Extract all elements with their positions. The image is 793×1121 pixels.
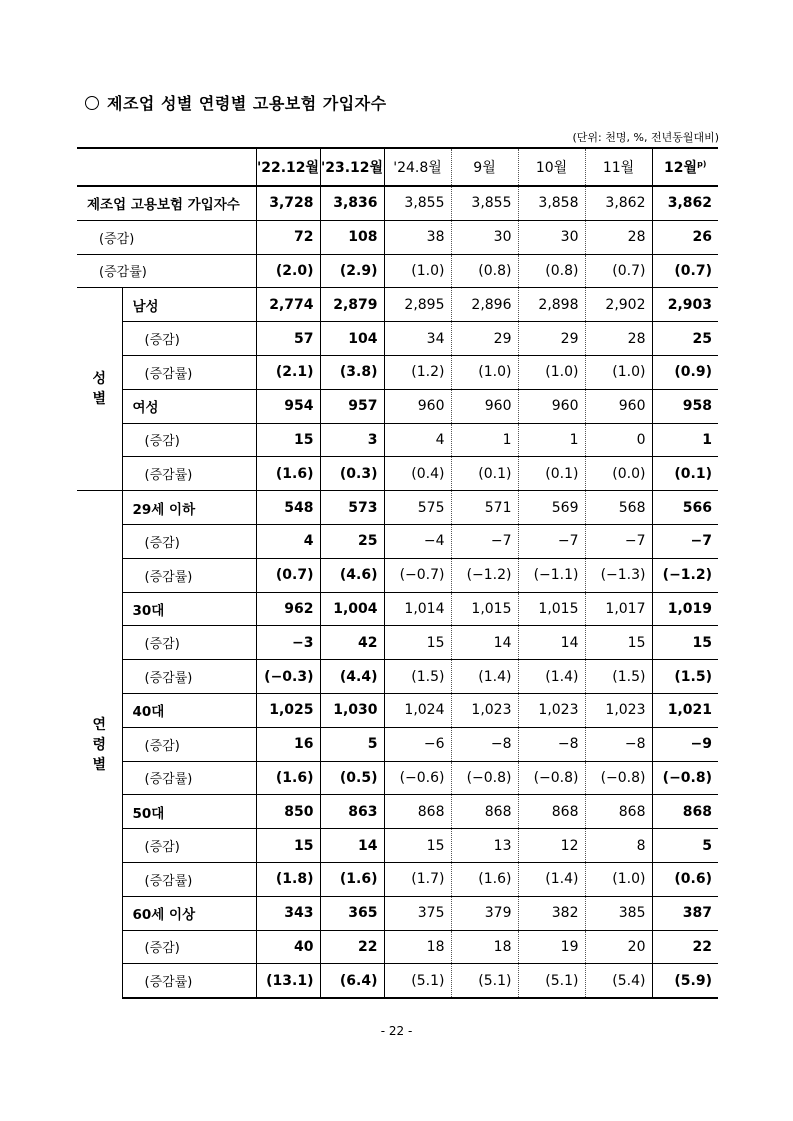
age-1-rate-cell: (1.5) — [585, 660, 652, 694]
sex-1-cell: 954 — [256, 389, 320, 423]
header-col-2: '24.8월 — [384, 148, 451, 186]
age-4-rate-cell: (13.1) — [256, 964, 320, 998]
age-3-change-cell: 14 — [320, 829, 384, 863]
age-3-rate-cell: (1.6) — [320, 862, 384, 896]
age-2-rate-cell: (−0.8) — [518, 761, 585, 795]
page-number: - 22 - — [380, 1024, 413, 1038]
age-2-rate-cell: (−0.8) — [652, 761, 718, 795]
sex-1-cell: 958 — [652, 389, 718, 423]
age-1-change-cell: 42 — [320, 626, 384, 660]
sex-0-label: 남성 — [122, 288, 256, 322]
age-2-cell: 1,023 — [451, 693, 518, 727]
age-4-cell: 385 — [585, 896, 652, 930]
sex-0-change-cell: 25 — [652, 322, 718, 356]
age-1-change-cell: 15 — [585, 626, 652, 660]
age-0-cell: 575 — [384, 491, 451, 525]
age-0-rate-cell: (4.6) — [320, 558, 384, 592]
age-4-change-cell: 18 — [451, 930, 518, 964]
age-4-rate-cell: (6.4) — [320, 964, 384, 998]
total-rate-label: (증감률) — [77, 254, 256, 288]
table-row — [77, 423, 718, 457]
age-2-change-cell: −8 — [585, 727, 652, 761]
age-3-cell: 868 — [384, 795, 451, 829]
sex-1-change-label: (증감) — [122, 423, 256, 457]
sex-0-cell: 2,903 — [652, 288, 718, 322]
table-row — [77, 930, 718, 964]
sex-0-rate-cell: (1.0) — [585, 355, 652, 389]
sex-1-cell: 960 — [451, 389, 518, 423]
total-cell: 3,862 — [585, 186, 652, 220]
age-4-change-cell: 18 — [384, 930, 451, 964]
age-4-cell: 375 — [384, 896, 451, 930]
age-2-rate-cell: (−0.6) — [384, 761, 451, 795]
total-rate-cell: (0.7) — [585, 254, 652, 288]
table-row — [77, 322, 718, 356]
age-2-rate-cell: (0.5) — [320, 761, 384, 795]
age-4-change-cell: 22 — [320, 930, 384, 964]
age-0-cell: 573 — [320, 491, 384, 525]
total-rate-cell: (2.0) — [256, 254, 320, 288]
age-4-change-cell: 40 — [256, 930, 320, 964]
age-0-cell: 569 — [518, 491, 585, 525]
page-title — [85, 91, 387, 114]
age-0-rate-cell: (0.7) — [256, 558, 320, 592]
age-1-rate-cell: (1.5) — [652, 660, 718, 694]
total-cell: 3,728 — [256, 186, 320, 220]
age-2-change-label: (증감) — [122, 727, 256, 761]
age-4-rate-cell: (5.1) — [518, 964, 585, 998]
age-4-rate-cell: (5.9) — [652, 964, 718, 998]
age-3-cell: 850 — [256, 795, 320, 829]
age-0-cell: 566 — [652, 491, 718, 525]
sex-0-cell: 2,774 — [256, 288, 320, 322]
total-cell: 3,855 — [384, 186, 451, 220]
total-change-cell: 30 — [451, 220, 518, 254]
age-3-cell: 863 — [320, 795, 384, 829]
sex-0-cell: 2,896 — [451, 288, 518, 322]
sex-group-label-char: 별 — [92, 391, 107, 408]
sex-0-cell: 2,902 — [585, 288, 652, 322]
age-4-rate-cell: (5.4) — [585, 964, 652, 998]
age-1-rate-cell: (1.5) — [384, 660, 451, 694]
age-0-label: 29세 이하 — [122, 491, 256, 525]
age-2-cell: 1,024 — [384, 693, 451, 727]
sex-0-change-cell: 29 — [518, 322, 585, 356]
age-1-change-cell: 14 — [518, 626, 585, 660]
age-1-change-cell: 15 — [384, 626, 451, 660]
age-4-cell: 365 — [320, 896, 384, 930]
sex-0-change-cell: 104 — [320, 322, 384, 356]
total-change-label: (증감) — [77, 220, 256, 254]
age-3-change-cell: 12 — [518, 829, 585, 863]
header-col-1: '23.12월 — [320, 148, 384, 186]
age-1-rate-cell: (1.4) — [518, 660, 585, 694]
table-row — [77, 220, 718, 254]
age-3-rate-cell: (1.7) — [384, 862, 451, 896]
age-1-change-cell: 15 — [652, 626, 718, 660]
age-0-change-cell: 4 — [256, 524, 320, 558]
sex-0-change-label: (증감) — [122, 322, 256, 356]
age-2-rate-cell: (−0.8) — [451, 761, 518, 795]
sex-1-change-cell: 1 — [652, 423, 718, 457]
age-0-rate-cell: (−1.2) — [451, 558, 518, 592]
age-3-rate-cell: (1.6) — [451, 862, 518, 896]
age-4-cell: 379 — [451, 896, 518, 930]
age-1-change-cell: −3 — [256, 626, 320, 660]
table-row — [77, 389, 718, 423]
age-4-rate-cell: (5.1) — [451, 964, 518, 998]
table-row — [77, 761, 718, 795]
table-row — [77, 626, 718, 660]
age-4-label: 60세 이상 — [122, 896, 256, 930]
age-1-cell: 1,014 — [384, 592, 451, 626]
age-4-rate-cell: (5.1) — [384, 964, 451, 998]
table-row — [77, 457, 718, 491]
sex-1-cell: 960 — [585, 389, 652, 423]
sex-1-change-cell: 1 — [451, 423, 518, 457]
age-3-cell: 868 — [652, 795, 718, 829]
total-cell: 3,855 — [451, 186, 518, 220]
age-4-cell: 387 — [652, 896, 718, 930]
age-3-cell: 868 — [451, 795, 518, 829]
age-1-rate-label: (증감률) — [122, 660, 256, 694]
sex-0-rate-cell: (1.2) — [384, 355, 451, 389]
age-3-change-cell: 13 — [451, 829, 518, 863]
header-col-4: 10월 — [518, 148, 585, 186]
sex-1-rate-cell: (0.3) — [320, 457, 384, 491]
age-group-label-char: 령 — [92, 736, 107, 753]
total-change-cell: 38 — [384, 220, 451, 254]
table-row — [77, 727, 718, 761]
sex-0-change-cell: 29 — [451, 322, 518, 356]
sex-group-label — [77, 288, 122, 491]
age-2-change-cell: −8 — [451, 727, 518, 761]
sex-group-label-char: 성 — [92, 371, 107, 388]
sex-1-change-cell: 3 — [320, 423, 384, 457]
age-0-change-cell: −7 — [451, 524, 518, 558]
total-cell: 3,836 — [320, 186, 384, 220]
sex-1-change-cell: 4 — [384, 423, 451, 457]
age-3-cell: 868 — [518, 795, 585, 829]
age-1-rate-cell: (1.4) — [451, 660, 518, 694]
total-change-cell: 72 — [256, 220, 320, 254]
table-row — [77, 592, 718, 626]
table-row — [77, 964, 718, 998]
age-3-rate-cell: (1.0) — [585, 862, 652, 896]
total-change-cell: 26 — [652, 220, 718, 254]
age-1-cell: 1,015 — [518, 592, 585, 626]
age-2-cell: 1,030 — [320, 693, 384, 727]
age-2-change-cell: −8 — [518, 727, 585, 761]
age-0-rate-label: (증감률) — [122, 558, 256, 592]
total-rate-cell: (1.0) — [384, 254, 451, 288]
age-0-cell: 548 — [256, 491, 320, 525]
age-4-rate-label: (증감률) — [122, 964, 256, 998]
age-0-rate-cell: (−1.3) — [585, 558, 652, 592]
table-row — [77, 829, 718, 863]
sex-0-cell: 2,898 — [518, 288, 585, 322]
unit-note: (단위: 천명, %, 전년동월대비) — [572, 131, 719, 144]
sex-0-cell: 2,879 — [320, 288, 384, 322]
header-col-3: 9월 — [451, 148, 518, 186]
age-0-change-label: (증감) — [122, 524, 256, 558]
sex-0-change-cell: 28 — [585, 322, 652, 356]
table-row — [77, 693, 718, 727]
age-4-change-label: (증감) — [122, 930, 256, 964]
table-row — [77, 288, 718, 322]
age-2-change-cell: 5 — [320, 727, 384, 761]
age-group-label-char: 별 — [92, 756, 107, 773]
age-2-cell: 1,025 — [256, 693, 320, 727]
age-2-cell: 1,023 — [585, 693, 652, 727]
total-change-cell: 108 — [320, 220, 384, 254]
table-row — [77, 896, 718, 930]
sex-1-cell: 960 — [518, 389, 585, 423]
preliminary-sup: p) — [697, 159, 707, 169]
age-1-rate-cell: (−0.3) — [256, 660, 320, 694]
header-corner — [77, 148, 256, 186]
age-3-change-cell: 5 — [652, 829, 718, 863]
age-2-change-cell: −9 — [652, 727, 718, 761]
table-row — [77, 186, 718, 220]
age-4-change-cell: 20 — [585, 930, 652, 964]
age-0-change-cell: −7 — [585, 524, 652, 558]
sex-1-rate-cell: (0.1) — [518, 457, 585, 491]
sex-1-change-cell: 15 — [256, 423, 320, 457]
age-3-change-label: (증감) — [122, 829, 256, 863]
sex-1-change-cell: 0 — [585, 423, 652, 457]
age-0-rate-cell: (−1.2) — [652, 558, 718, 592]
age-group-label-char: 연 — [92, 716, 107, 733]
sex-1-change-cell: 1 — [518, 423, 585, 457]
age-0-change-cell: 25 — [320, 524, 384, 558]
header-col-6-text: 12월 — [664, 160, 698, 176]
sex-0-change-cell: 57 — [256, 322, 320, 356]
table-row — [77, 862, 718, 896]
header-col-6 — [652, 148, 718, 186]
total-rate-cell: (0.8) — [518, 254, 585, 288]
circle-bullet-icon — [85, 96, 99, 110]
age-1-cell: 962 — [256, 592, 320, 626]
header-row — [77, 148, 718, 186]
total-rate-cell: (2.9) — [320, 254, 384, 288]
age-3-rate-cell: (1.4) — [518, 862, 585, 896]
sex-1-rate-cell: (0.1) — [451, 457, 518, 491]
age-4-cell: 343 — [256, 896, 320, 930]
table-body — [77, 148, 718, 998]
employment-table — [77, 147, 718, 999]
age-0-change-cell: −7 — [652, 524, 718, 558]
age-1-change-cell: 14 — [451, 626, 518, 660]
header-col-5: 11월 — [585, 148, 652, 186]
sex-1-label: 여성 — [122, 389, 256, 423]
sex-0-rate-cell: (1.0) — [518, 355, 585, 389]
sex-1-rate-cell: (0.1) — [652, 457, 718, 491]
header-col-0: '22.12월 — [256, 148, 320, 186]
sex-1-rate-label: (증감률) — [122, 457, 256, 491]
age-2-rate-cell: (1.6) — [256, 761, 320, 795]
table-row — [77, 524, 718, 558]
age-0-cell: 568 — [585, 491, 652, 525]
total-cell: 3,862 — [667, 195, 712, 212]
sex-1-cell: 960 — [384, 389, 451, 423]
age-0-change-cell: −7 — [518, 524, 585, 558]
total-change-cell: 28 — [585, 220, 652, 254]
age-1-rate-cell: (4.4) — [320, 660, 384, 694]
age-2-change-cell: −6 — [384, 727, 451, 761]
age-3-rate-label: (증감률) — [122, 862, 256, 896]
age-2-label: 40대 — [122, 693, 256, 727]
table-row — [77, 254, 718, 288]
table-row — [77, 491, 718, 525]
sex-0-cell: 2,895 — [384, 288, 451, 322]
sex-0-rate-cell: (2.1) — [256, 355, 320, 389]
age-2-cell: 1,023 — [518, 693, 585, 727]
age-1-cell: 1,017 — [585, 592, 652, 626]
sex-0-rate-cell: (3.8) — [320, 355, 384, 389]
sex-0-rate-cell: (0.9) — [652, 355, 718, 389]
sex-0-rate-cell: (1.0) — [451, 355, 518, 389]
age-2-cell: 1,021 — [652, 693, 718, 727]
age-3-cell: 868 — [585, 795, 652, 829]
total-rate-cell: (0.8) — [451, 254, 518, 288]
sex-1-rate-cell: (0.4) — [384, 457, 451, 491]
sex-1-rate-cell: (1.6) — [256, 457, 320, 491]
total-change-cell: 30 — [518, 220, 585, 254]
age-3-rate-cell: (1.8) — [256, 862, 320, 896]
age-4-cell: 382 — [518, 896, 585, 930]
age-4-change-cell: 19 — [518, 930, 585, 964]
age-1-cell: 1,015 — [451, 592, 518, 626]
sex-1-cell: 957 — [320, 389, 384, 423]
age-1-cell: 1,004 — [320, 592, 384, 626]
title-text: 제조업 성별 연령별 고용보험 가입자수 — [107, 94, 387, 113]
age-2-rate-cell: (−0.8) — [585, 761, 652, 795]
age-0-change-cell: −4 — [384, 524, 451, 558]
age-3-label: 50대 — [122, 795, 256, 829]
table-row — [77, 355, 718, 389]
age-1-label: 30대 — [122, 592, 256, 626]
age-0-rate-cell: (−0.7) — [384, 558, 451, 592]
age-1-change-label: (증감) — [122, 626, 256, 660]
sex-1-rate-cell: (0.0) — [585, 457, 652, 491]
age-0-rate-cell: (−1.1) — [518, 558, 585, 592]
age-3-rate-cell: (0.6) — [652, 862, 718, 896]
age-1-cell: 1,019 — [652, 592, 718, 626]
table-row — [77, 795, 718, 829]
age-0-cell: 571 — [451, 491, 518, 525]
total-cell: 3,858 — [518, 186, 585, 220]
table-row — [77, 660, 718, 694]
age-3-change-cell: 15 — [384, 829, 451, 863]
age-4-change-cell: 22 — [652, 930, 718, 964]
age-2-rate-label: (증감률) — [122, 761, 256, 795]
table-row — [77, 558, 718, 592]
sex-0-change-cell: 34 — [384, 322, 451, 356]
age-group-label — [77, 491, 122, 998]
total-rate-cell: (0.7) — [652, 254, 718, 288]
total-label: 제조업 고용보험 가입자수 — [77, 186, 256, 220]
age-2-change-cell: 16 — [256, 727, 320, 761]
age-3-change-cell: 15 — [256, 829, 320, 863]
age-3-change-cell: 8 — [585, 829, 652, 863]
sex-0-rate-label: (증감률) — [122, 355, 256, 389]
